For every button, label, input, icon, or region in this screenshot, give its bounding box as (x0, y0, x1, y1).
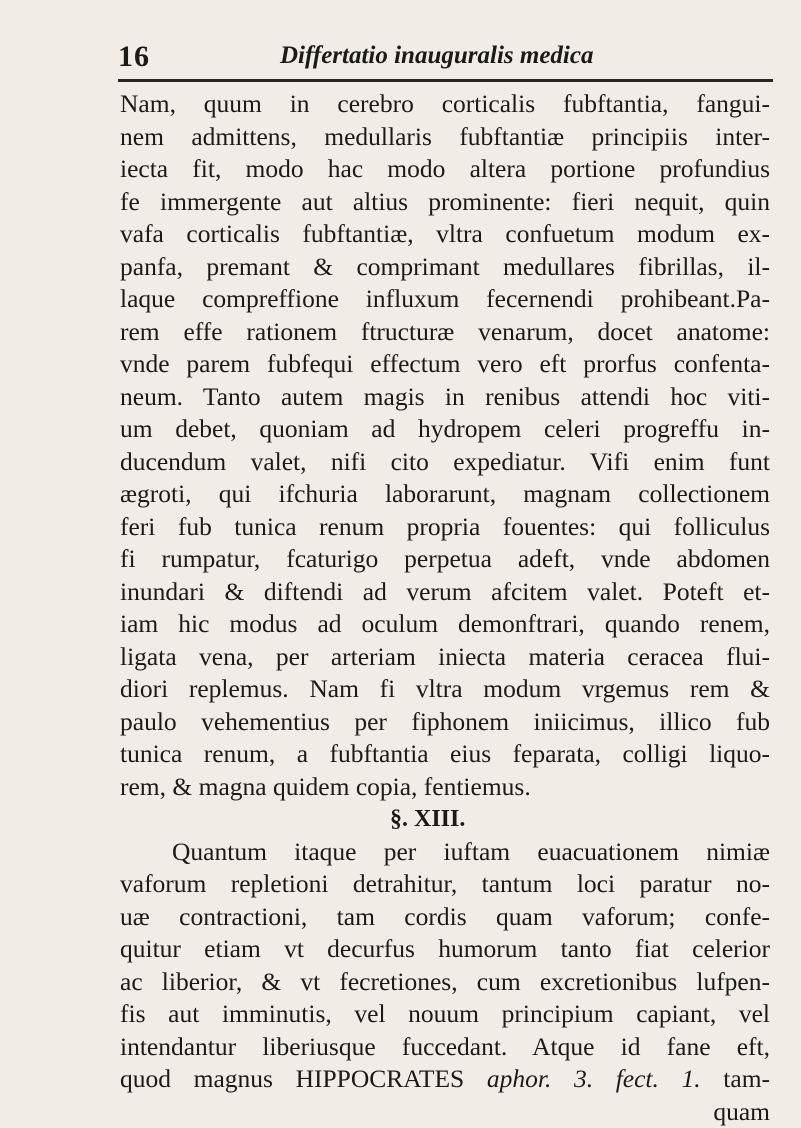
text-line: neum. Tanto autem magis in renibus attendi hoc viti- (120, 381, 770, 414)
section-heading: §. XIII. (120, 803, 770, 836)
text-line: vnde parem fubfequi effectum vero eft prorfus confenta- (120, 348, 770, 381)
final-line-tail: tam- (723, 1064, 770, 1093)
page-header (118, 40, 758, 80)
text-line: ligata vena, per arteriam iniecta materia ceracea flui- (120, 641, 770, 674)
text-line: um debet, quoniam ad hydropem celeri progreffu in- (120, 413, 770, 446)
text-line: feri fub tunica renum propria fouentes: qui folliculus (120, 511, 770, 544)
text-line: rem effe rationem ftructuræ venarum, docet anatome: (120, 316, 770, 349)
running-title: Differtatio inauguralis medica (280, 42, 593, 70)
catchword: quam (120, 1096, 770, 1128)
aphorism-citation: aphor. 3. fect. 1. (487, 1064, 701, 1093)
text-line: fis aut imminutis, vel nouum principium capiant, vel (120, 998, 770, 1031)
header-rule (118, 79, 773, 82)
text-line: inundari & diftendi ad verum afcitem valet. Poteft et- (120, 576, 770, 609)
text-line-with-citation (120, 1063, 770, 1096)
text-line: ducendum valet, nifi cito expediatur. Vifi enim funt (120, 446, 770, 479)
body-text (120, 88, 770, 1128)
text-line: vafa corticalis fubftantiæ, vltra confuetum modum ex- (120, 218, 770, 251)
text-line: tunica renum, a fubftantia eius feparata, colligi liquo- (120, 738, 770, 771)
paragraph-1 (120, 88, 770, 803)
text-line: paulo vehementius per fiphonem iniicimus, illico fub (120, 706, 770, 739)
paragraph-2 (120, 836, 770, 1096)
text-line: ægroti, qui ifchuria laborarunt, magnam collectionem (120, 478, 770, 511)
text-line: fi rumpatur, fcaturigo perpetua adeft, vnde abdomen (120, 543, 770, 576)
text-line: panfa, premant & comprimant medullares fibrillas, il- (120, 251, 770, 284)
text-line: laque compreffione influxum fecernendi prohibeant.Pa- (120, 283, 770, 316)
text-line: ac liberior, & vt fecretiones, cum excretionibus lufpen- (120, 966, 770, 999)
text-line: vaforum repletioni detrahitur, tantum loci paratur no- (120, 868, 770, 901)
text-line: Quantum itaque per iuftam euacuationem nimiæ (120, 836, 770, 869)
text-line: iecta fit, modo hac modo altera portione profundius (120, 153, 770, 186)
text-line: diori replemus. Nam fi vltra modum vrgemus rem & (120, 673, 770, 706)
text-line: fe immergente aut altius prominente: fieri nequit, quin (120, 186, 770, 219)
text-line: Nam, quum in cerebro corticalis fubftantia, fangui- (120, 88, 770, 121)
text-line: rem, & magna quidem copia, fentiemus. (120, 771, 770, 804)
text-line: uæ contractioni, tam cordis quam vaforum; confe- (120, 901, 770, 934)
text-line: nem admittens, medullaris fubftantiæ principiis inter- (120, 121, 770, 154)
final-line-text: quod magnus HIPPOCRATES (120, 1064, 464, 1093)
text-line: quitur etiam vt decurfus humorum tanto fiat celerior (120, 933, 770, 966)
page-number: 16 (118, 40, 150, 74)
text-line: intendantur liberiusque fuccedant. Atque id fane eft, (120, 1031, 770, 1064)
text-line: iam hic modus ad oculum demonftrari, quando renem, (120, 608, 770, 641)
